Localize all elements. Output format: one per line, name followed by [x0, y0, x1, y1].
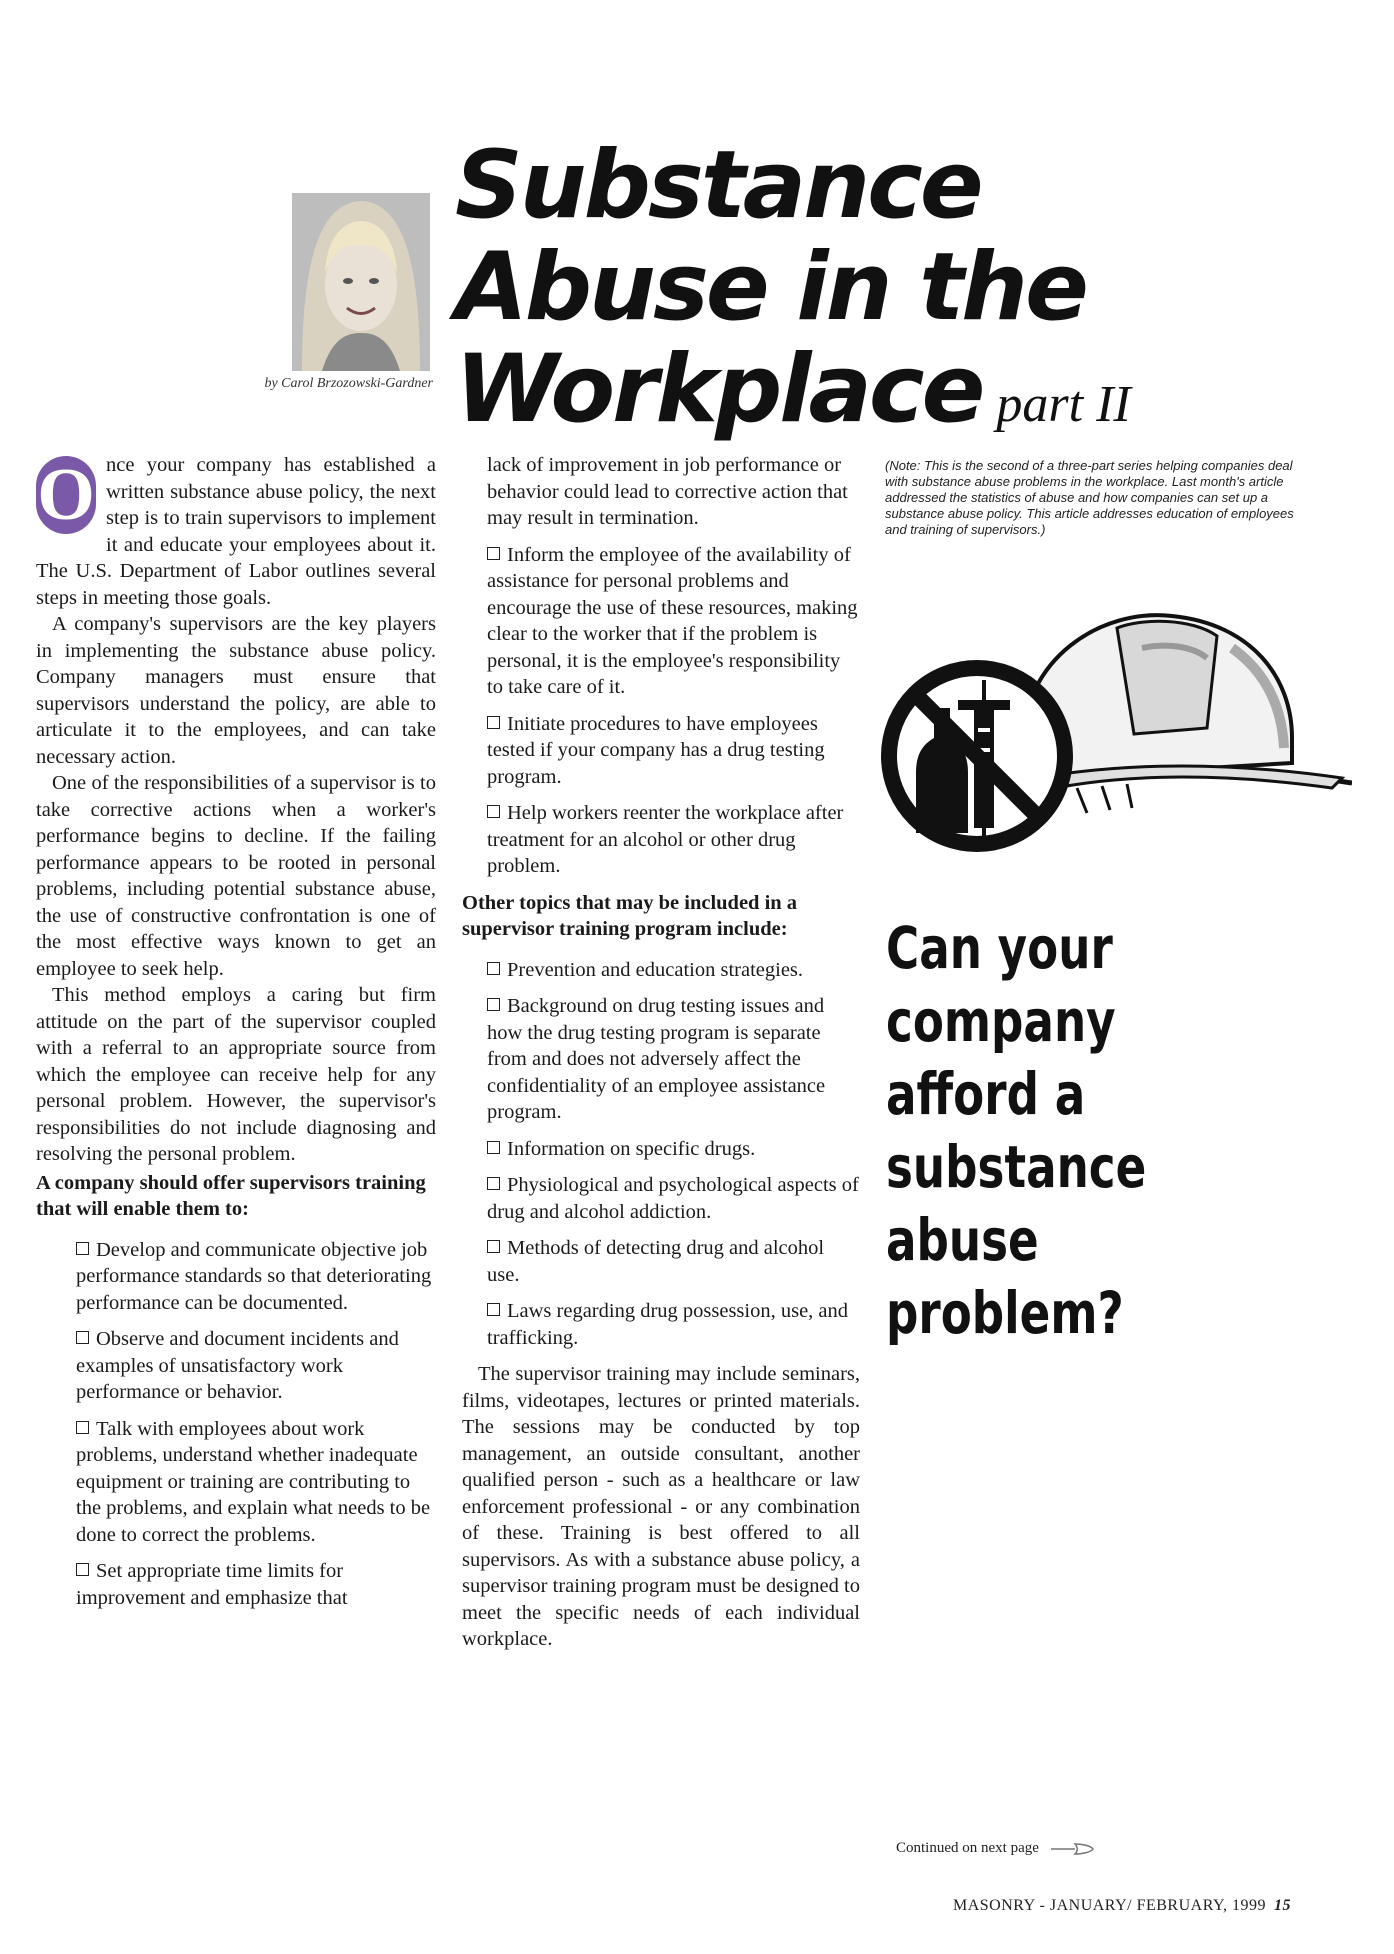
author-portrait-image: [292, 193, 430, 371]
arrow-right-icon: [1049, 1842, 1095, 1856]
column-1: [36, 452, 436, 1621]
paragraph-3: One of the responsibilities of a supervisor is to take corrective actions when a worker's performance begins to decline. If the failing performance appears to be rooted in personal problems, including potential substance abuse, the use of constructive confrontation is one of the most effective ways known to get an employee to seek help.: [36, 772, 436, 980]
page-footer: [905, 1897, 1291, 1915]
list-item: [487, 542, 860, 701]
checkbox-icon: [487, 1177, 500, 1190]
title-line-1: Substance: [455, 131, 981, 240]
list-item-text: Initiate procedures to have employees tested if your company has a drug testing program.: [487, 712, 825, 788]
title-line-3: [455, 335, 1355, 456]
checkbox-icon: [487, 547, 500, 560]
list-item-text: Help workers reenter the workplace after treatment for an alcohol or other drug problem.: [487, 802, 844, 877]
checkbox-icon: [487, 716, 500, 729]
list-item-text: Information on specific drugs.: [507, 1137, 756, 1160]
page-number: 15: [1274, 1897, 1291, 1914]
checkbox-icon: [487, 962, 500, 975]
list-item-text: Methods of detecting drug and alcohol use.: [487, 1237, 825, 1286]
list-item: [487, 1172, 860, 1225]
continued-note: [896, 1840, 1095, 1857]
list-item-text: Set appropriate time limits for improvement and emphasize that: [76, 1560, 348, 1609]
checkbox-icon: [487, 805, 500, 818]
list-item-text: Talk with employees about work problems, understand whether inadequate equipment or training are contributing to the problems, and explain what needs to be done to correct the problems.: [76, 1417, 431, 1546]
list-item: [487, 993, 860, 1126]
list-item: [487, 1298, 860, 1351]
no-drugs-hardhat-icon: [872, 588, 1352, 888]
footer-publication: MASONRY - JANUARY/ FEBRUARY, 1999: [952, 1897, 1266, 1914]
list-item-text: Background on drug testing issues and how the drug testing program is separate from and does not adversely affect the confidentiality of an employee assistance program.: [487, 995, 826, 1123]
column-2: [462, 452, 860, 1653]
paragraph-2: A company's supervisors are the key players in implementing the substance abuse policy. Company managers must ensure that supervisors understand the policy, are able to articulate it to the employees, and can take necessary action.: [36, 613, 436, 768]
subheading-supervisor-training: A company should offer supervisors training that will enable them to:: [36, 1171, 426, 1220]
subheading-other-topics: Other topics that may be included in a supervisor training program include:: [462, 891, 798, 940]
title-line-2: Abuse in the: [455, 233, 1086, 342]
series-note: (Note: This is the second of a three-part series helping companies deal with substance abuse problems in the workplace. Last month's article addressed the statistics of abuse and how companies can set up a substance abuse policy. This article addresses education of employees and training of supervisors.): [885, 458, 1294, 537]
checkbox-icon: [76, 1331, 89, 1344]
list-item: [487, 957, 860, 984]
title-suffix: part II: [996, 376, 1131, 433]
paragraph-4: This method employs a caring but firm attitude on the part of the supervisor coupled with a referral to an appropriate source from which the employee can receive help for any personal problem. However, the supervisor's responsibilities do not include diagnosing and resolving the personal problem.: [36, 984, 436, 1165]
checkbox-icon: [76, 1421, 89, 1434]
pull-quote-line: afford a: [886, 1060, 1086, 1128]
list-item-text: Prevention and education strategies.: [507, 958, 804, 981]
list-item-text: Develop and communicate objective job performance standards so that deteriorating performance can be documented.: [76, 1238, 432, 1314]
pull-quote: [886, 912, 1229, 1350]
closing-paragraph: The supervisor training may include seminars, films, videotapes, lectures or printed materials. The sessions may be conducted by top management, an outside consultant, another qualified person - such as a healthcare or law enforcement professional - or any combination of these. Training is best offered to all supervisors. As with a substance abuse policy, a supervisor training program must be designed to meet the specific needs of each individual workplace.: [462, 1363, 860, 1650]
byline: by Carol Brzozowski-Gardner: [264, 376, 433, 391]
list-item-continued: lack of improvement in job performance or behavior could lead to corrective action that may result in termination.: [487, 454, 848, 529]
author-photo: [292, 193, 430, 371]
pull-quote-line: problem?: [886, 1279, 1124, 1347]
list-item: [76, 1237, 436, 1317]
pull-quote-line: Can your: [886, 914, 1113, 982]
list-item: [76, 1416, 436, 1549]
checkbox-icon: [487, 1303, 500, 1316]
list-item-text: Observe and document incidents and examples of unsatisfactory work performance or behavior.: [76, 1328, 399, 1403]
checkbox-icon: [487, 1240, 500, 1253]
list-item-text: Physiological and psychological aspects of drug and alcohol addiction.: [487, 1174, 859, 1223]
no-drugs-hardhat-illustration: [872, 588, 1352, 888]
pull-quote-line: abuse: [886, 1206, 1039, 1274]
drop-cap: O: [37, 454, 95, 536]
list-item: [487, 711, 860, 791]
paragraph-1-text: nce your company has established a written substance abuse policy, the next step is to train supervisors to implement it and educate your employees about it. The U.S. Department of Labor outlines several steps in meeting those goals.: [36, 454, 436, 609]
list-item: [487, 1136, 860, 1163]
list-item: [76, 1326, 436, 1406]
list-item: [487, 1235, 860, 1288]
pull-quote-line: substance: [886, 1133, 1147, 1201]
paragraph-1: [36, 452, 436, 611]
checkbox-icon: [76, 1563, 89, 1576]
list-item-text: Inform the employee of the availability of assistance for personal problems and encourage the use of these resources, making clear to the worker that if the problem is personal, it is the employee's responsibility to take care of it.: [487, 543, 858, 698]
article-title: [455, 131, 1355, 456]
checkbox-icon: [487, 1141, 500, 1154]
list-item: [487, 800, 860, 880]
pull-quote-line: company: [886, 987, 1116, 1055]
list-item-text: Laws regarding drug possession, use, and trafficking.: [487, 1300, 849, 1349]
checkbox-icon: [76, 1242, 89, 1255]
list-item: [76, 1558, 436, 1611]
title-line-3-text: Workplace: [455, 335, 983, 444]
checkbox-icon: [487, 998, 500, 1011]
continued-text: Continued on next page: [896, 1840, 1039, 1856]
